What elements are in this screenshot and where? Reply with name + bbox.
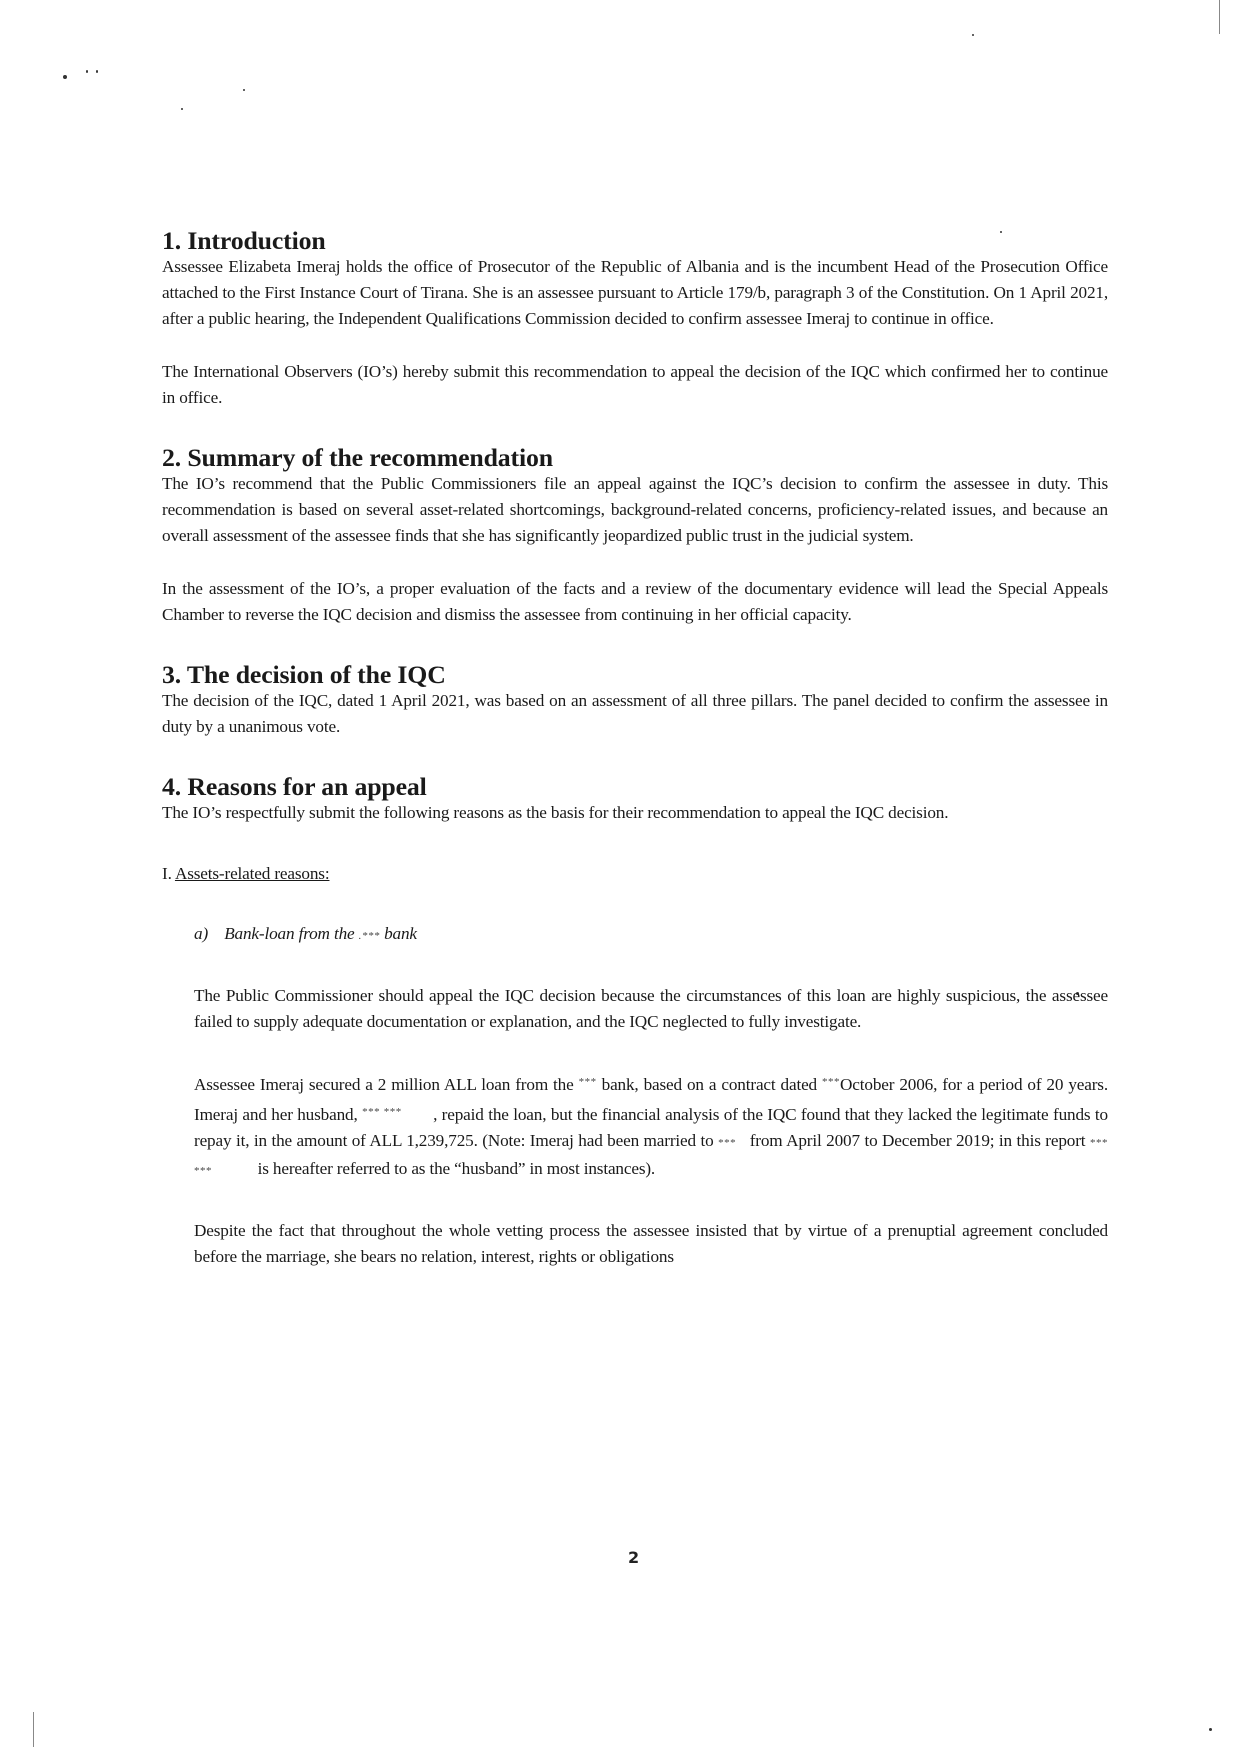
redaction: *** *** bbox=[362, 1105, 402, 1118]
paragraph: The IO’s respectfully submit the following reasons as the basis for their recommendation to appeal the IQC decision. bbox=[162, 803, 949, 823]
subsection-numeral: I. bbox=[162, 863, 172, 883]
section-heading: 1. Introduction bbox=[162, 226, 326, 255]
paragraph: The decision of the IQC, dated 1 April 2021, was based on an assessment of all three pillars. The panel decided to confirm the assessee in duty by a unanimous vote. bbox=[162, 691, 1108, 737]
document-body bbox=[162, 228, 1108, 1271]
section-heading: 3. The decision of the IQC bbox=[162, 660, 446, 690]
text-run: , repaid the loan, but the financial analysis of the IQC found that they lacked the legitimate funds to repay it, in the amount of ALL 1,239,725. (Note: Imeraj had been married to bbox=[194, 1104, 1109, 1150]
scan-speck bbox=[972, 34, 974, 36]
text-run: October 2006, for a period of 20 years. Imeraj and her husband, bbox=[194, 1075, 1108, 1124]
section-reasons bbox=[162, 774, 1108, 1270]
paragraph: The IO’s recommend that the Public Commissioners file an appeal against the IQC’s decision to confirm the assessee in duty. This recommendation is based on several asset-related shortcomings, background-related concerns, proficiency-related issues, and because an overall assessment of the assessee finds that she has significantly jeopardized public trust in the judicial system. bbox=[162, 474, 1108, 546]
redaction: *** bbox=[822, 1076, 841, 1089]
text-run: Assessee Imeraj secured a 2 million ALL loan from the bbox=[194, 1075, 574, 1095]
scan-speck bbox=[181, 108, 183, 110]
subsection-heading bbox=[162, 861, 1108, 887]
section-summary bbox=[162, 445, 1108, 628]
item-title-text: Bank-loan from the bbox=[224, 923, 355, 943]
paragraph: The International Observers (IO’s) hereby submit this recommendation to appeal the decision of the IQC which confirmed her to continue in office. bbox=[162, 361, 1108, 407]
text-run: is hereafter referred to as the “husband” in most instances). bbox=[257, 1159, 656, 1179]
subsection-title: Assets-related reasons: bbox=[174, 863, 330, 883]
scan-speck bbox=[86, 70, 88, 73]
paragraph: The Public Commissioner should appeal the IQC decision because the circumstances of this loan are highly suspicious, the assessee failed to supply adequate documentation or explanation, and the IQC neglected to fully investigate. bbox=[194, 986, 1108, 1032]
paragraph: Despite the fact that throughout the whole vetting process the assessee insisted that by virtue of a prenuptial agreement concluded before the marriage, she bears no relation, interest, rights or obligations bbox=[194, 1221, 1108, 1267]
scan-edge-line bbox=[33, 1712, 34, 1747]
paragraph: Assessee Elizabeta Imeraj holds the office of Prosecutor of the Republic of Albania and is the incumbent Head of the Prosecution Office attached to the First Instance Court of Tirana. She is an assessee pursuant to Article 179/b, paragraph 3 of the Constitution. On 1 April 2021, after a public hearing, the Independent Qualifications Commission decided to confirm assessee Imeraj to continue in office. bbox=[162, 257, 1108, 329]
redaction: *** *** bbox=[194, 1136, 1108, 1178]
item-label: a) bbox=[194, 923, 209, 943]
redaction: .*** bbox=[358, 929, 380, 942]
redaction: *** bbox=[578, 1076, 597, 1089]
section-heading: 4. Reasons for an appeal bbox=[162, 772, 427, 802]
paragraph: In the assessment of the IO’s, a proper evaluation of the facts and a review of the documentary evidence will lead the Special Appeals Chamber to reverse the IQC decision and dismiss the assessee from continuing in her official capacity. bbox=[162, 578, 1108, 624]
section-heading: 2. Summary of the recommendation bbox=[162, 443, 553, 473]
section-introduction bbox=[162, 228, 1108, 411]
text-run: from April 2007 to December 2019; in this report bbox=[749, 1130, 1086, 1150]
text-run: bank, based on a contract dated bbox=[601, 1075, 818, 1095]
scan-speck bbox=[243, 89, 245, 91]
loan-paragraph bbox=[162, 1069, 1108, 1184]
scan-edge-line bbox=[1219, 0, 1220, 34]
section-decision bbox=[162, 662, 1108, 740]
redaction: *** bbox=[718, 1136, 737, 1149]
scan-speck bbox=[63, 75, 67, 79]
scan-speck bbox=[96, 70, 98, 73]
item-heading bbox=[162, 921, 1108, 949]
page-number: 2 bbox=[628, 1548, 640, 1567]
item-title-text: bank bbox=[384, 923, 417, 943]
scan-speck bbox=[1209, 1728, 1212, 1731]
